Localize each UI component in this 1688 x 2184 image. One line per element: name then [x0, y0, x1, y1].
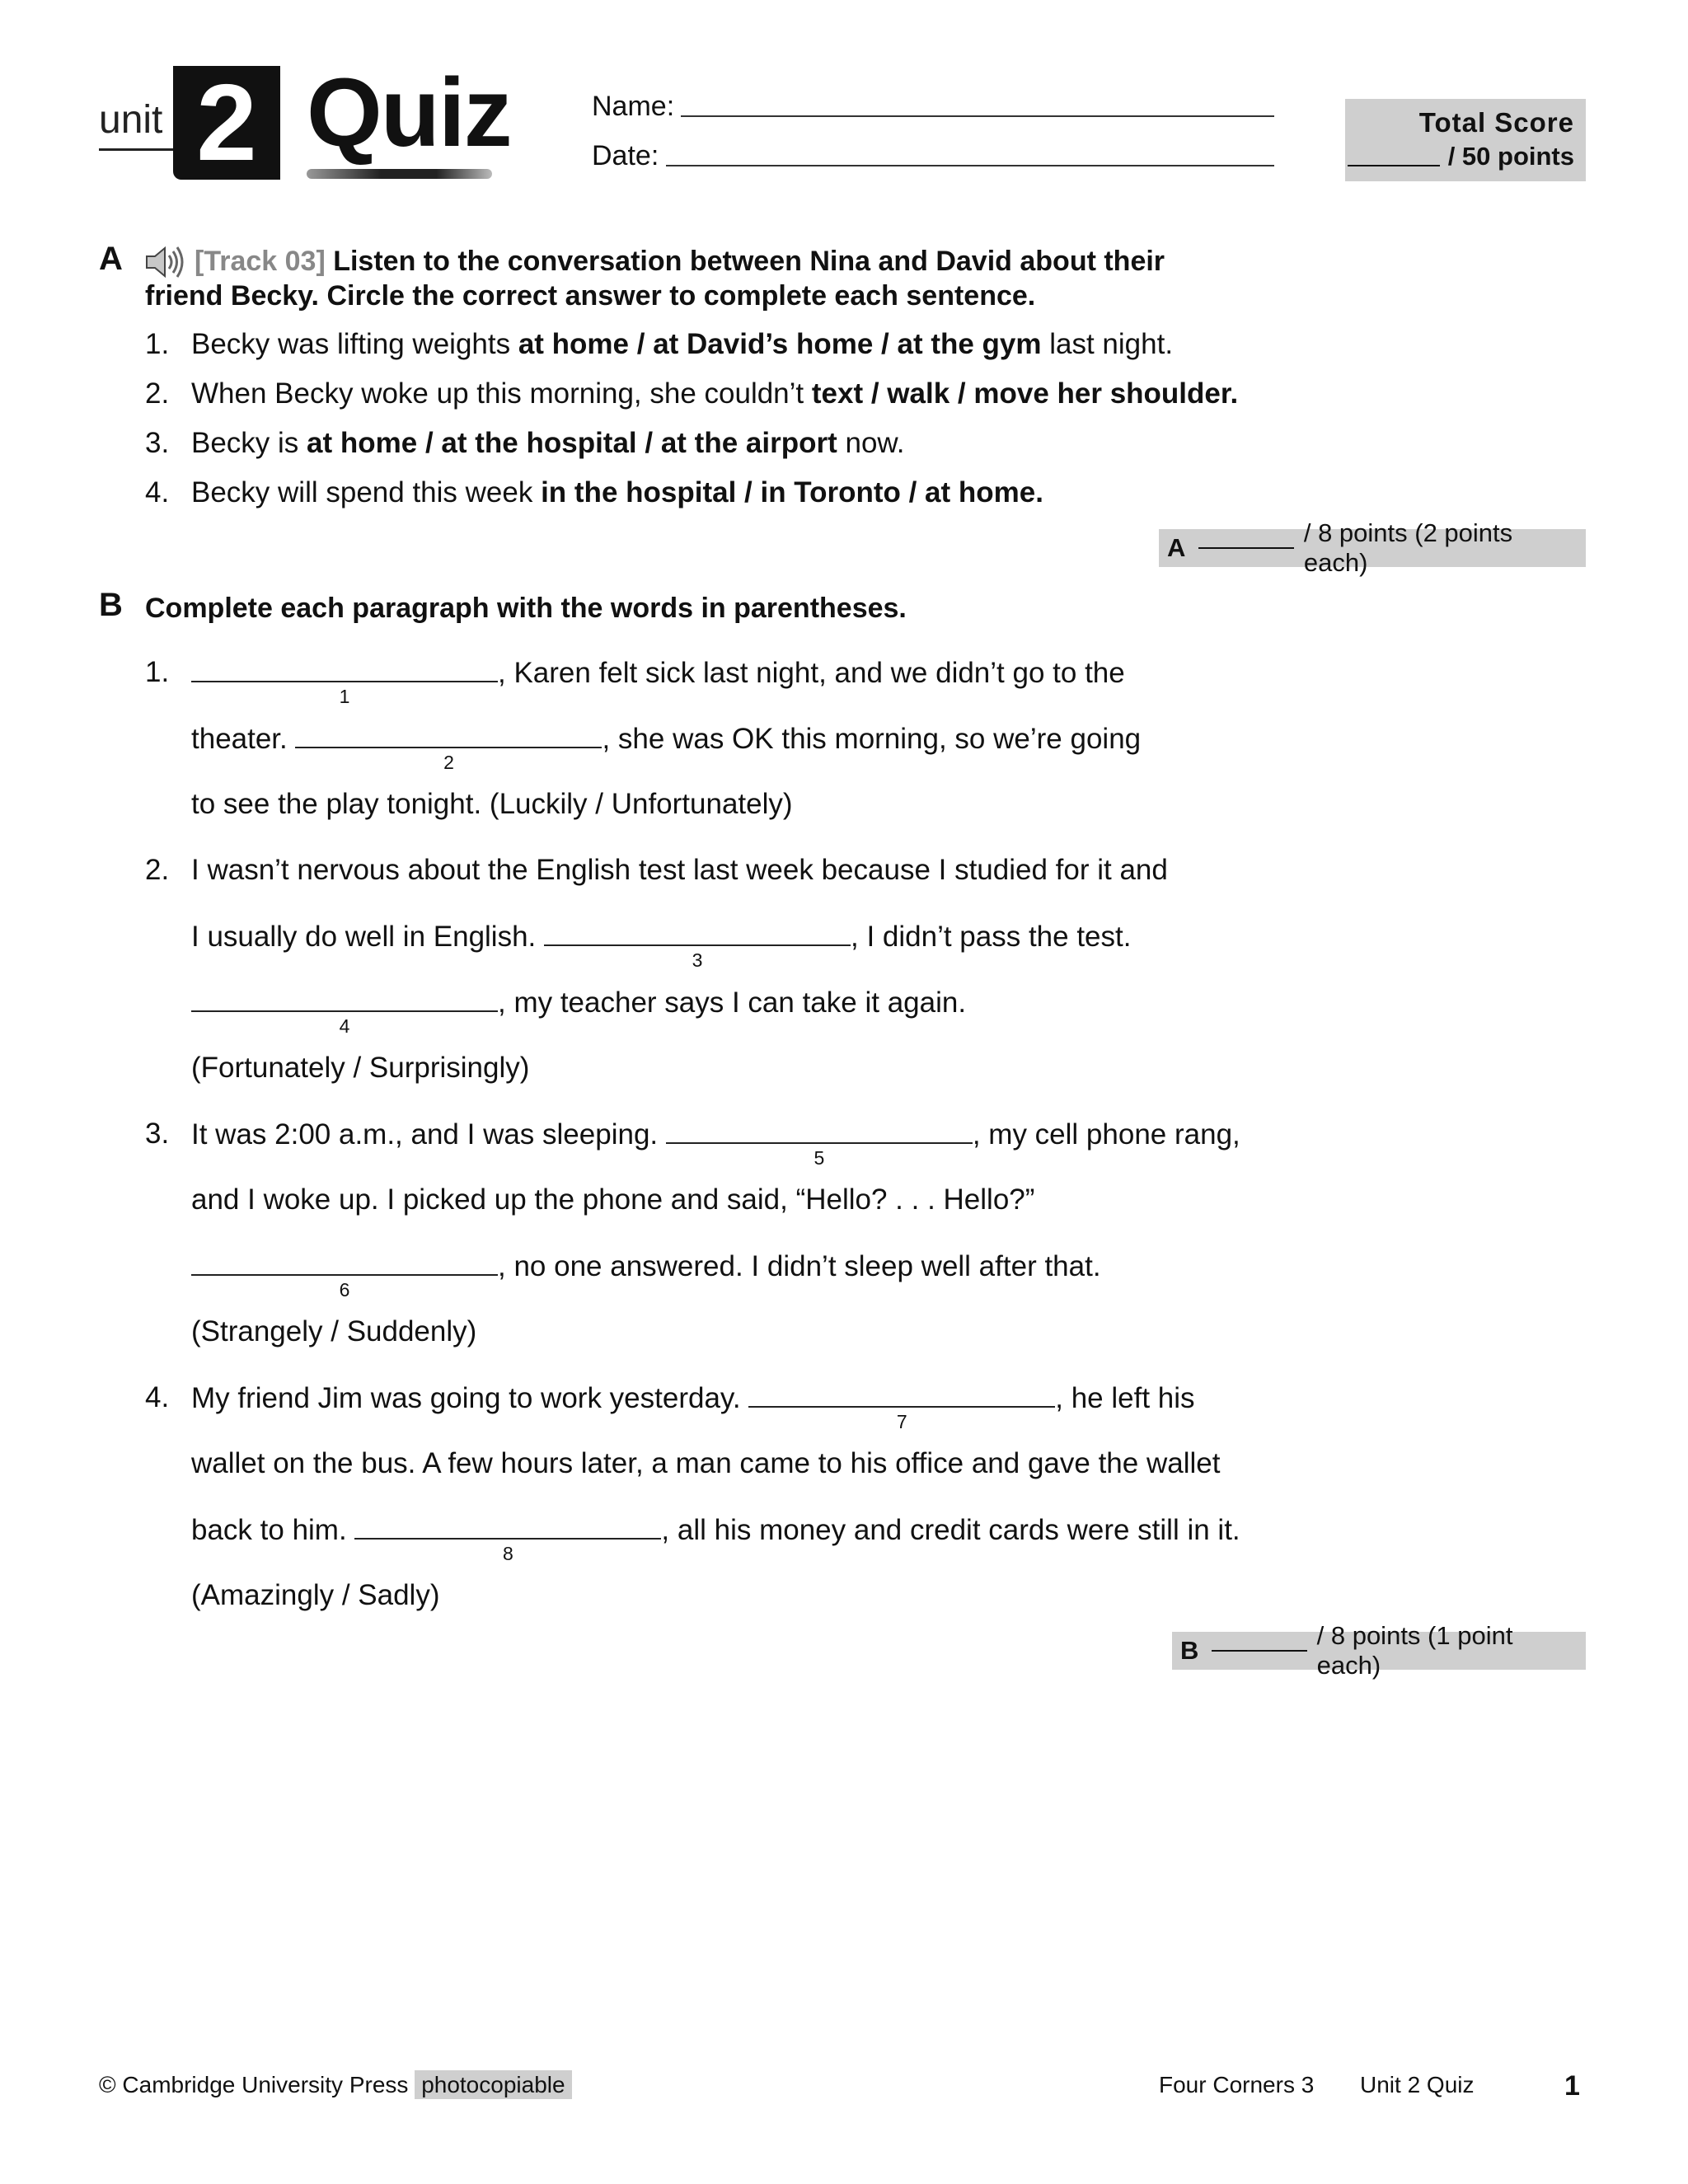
line-text-after: , all his money and credit cards were still in it.: [661, 1514, 1240, 1546]
paragraph-line: [191, 1315, 476, 1348]
paragraph-number: 4.: [145, 1381, 170, 1413]
footer-left: [99, 2072, 572, 2098]
line-text-before: My friend Jim was going to work yesterday.: [191, 1382, 749, 1414]
score-points: / 8 points (1 point each): [1316, 1621, 1513, 1680]
unit-number: 2: [196, 62, 257, 183]
total-score-blank[interactable]: [1348, 165, 1440, 166]
section-a-letter: A: [99, 241, 123, 277]
item-stem: Becky will spend this week: [191, 476, 542, 509]
unit-number-badge: [173, 62, 280, 183]
item-number: 2.: [145, 377, 170, 410]
total-score-box: [1345, 99, 1586, 181]
section-a-instruction-line1: [195, 244, 1165, 279]
photocopiable-badge: photocopiable: [415, 2070, 571, 2099]
item-ending: now.: [837, 427, 905, 459]
item-number: 4.: [145, 476, 170, 509]
line-text-before: It was 2:00 a.m., and I was sleeping.: [191, 1118, 666, 1151]
blank-number: 6: [339, 1279, 350, 1301]
line-text-before: to see the play tonight. (Luckily / Unfortunately): [191, 788, 793, 820]
answer-blank[interactable]: [191, 986, 498, 1037]
blank-number: 5: [814, 1147, 825, 1169]
paragraph-line: [191, 656, 1125, 707]
unit-underline: [99, 148, 178, 151]
line-text-after: , Karen felt sick last night, and we didn’t go to the: [498, 657, 1125, 689]
copyright: © Cambridge University Press: [99, 2072, 409, 2097]
line-text-after: , he left his: [1055, 1382, 1195, 1414]
paragraph-line: [191, 722, 1142, 773]
blank-number: 4: [339, 1015, 350, 1037]
line-text-after: , my cell phone rang,: [972, 1118, 1240, 1151]
track-label: [Track 03]: [195, 246, 326, 277]
paragraph-line: [191, 1183, 1034, 1216]
name-field[interactable]: [681, 115, 1274, 117]
paragraph-line: [191, 920, 1132, 971]
section-b-letter: B: [99, 587, 123, 623]
date-field[interactable]: [666, 165, 1274, 166]
paragraph-line: [191, 1118, 1240, 1169]
answer-blank[interactable]: [748, 1381, 1055, 1432]
answer-options[interactable]: at home / at the hospital / at the airport: [307, 427, 837, 459]
paragraph-number: 2.: [145, 854, 170, 886]
item-number: 1.: [145, 328, 170, 360]
paragraph-line: [191, 1579, 439, 1612]
unit-label: unit: [99, 98, 163, 142]
item-ending: last night.: [1041, 328, 1174, 360]
answer-blank[interactable]: [354, 1513, 661, 1564]
paragraph-line: [191, 1513, 1240, 1564]
paragraph-line: [191, 1052, 529, 1085]
score-letter: B: [1180, 1636, 1199, 1665]
section-a-item-3: [145, 427, 905, 460]
paragraph-line: [191, 854, 1168, 887]
line-text-after: , no one answered. I didn’t sleep well after that.: [498, 1250, 1101, 1282]
blank-number: 2: [443, 752, 454, 773]
answer-blank[interactable]: [191, 1249, 498, 1301]
line-text-after: , she was OK this morning, so we’re going: [602, 723, 1142, 755]
line-text-before: (Fortunately / Surprisingly): [191, 1052, 530, 1084]
blank-number: 8: [503, 1543, 513, 1564]
footer-book-title: Four Corners 3: [1159, 2072, 1315, 2097]
total-score-title: Total Score: [1418, 107, 1574, 138]
blank-number: 1: [339, 686, 350, 707]
line-text-after: , my teacher says I can take it again.: [498, 987, 967, 1019]
section-a-item-1: [145, 328, 1174, 361]
answer-options[interactable]: at home / at David’s home / at the gym: [518, 328, 1042, 360]
line-text-before: theater.: [191, 723, 296, 755]
section-a-item-2: [145, 377, 1239, 410]
answer-options[interactable]: in the hospital / in Toronto / at home.: [541, 476, 1043, 509]
answer-blank[interactable]: [666, 1118, 973, 1169]
section-a-score: [1159, 518, 1586, 577]
blank-number: 7: [896, 1411, 907, 1432]
item-text: [191, 427, 904, 460]
paragraph-line: [191, 1447, 1220, 1480]
item-stem: Becky is: [191, 427, 307, 459]
item-stem: Becky was lifting weights: [191, 328, 518, 360]
item-stem: When Becky woke up this morning, she couldn’t: [191, 377, 812, 410]
line-text-before: (Amazingly / Sadly): [191, 1579, 440, 1611]
answer-blank[interactable]: [544, 920, 851, 971]
section-a-instruction-line2: friend Becky. Circle the correct answer to complete each sentence.: [145, 280, 1036, 312]
line-text-after: , I didn’t pass the test.: [851, 921, 1132, 953]
section-a-item-4: [145, 476, 1043, 509]
section-b-score-blank[interactable]: [1212, 1650, 1306, 1652]
date-label: Date:: [592, 140, 659, 171]
total-score-points: / 50 points: [1447, 142, 1574, 171]
item-text: [191, 476, 1043, 509]
blank-number: 3: [692, 949, 703, 971]
name-label: Name:: [592, 91, 675, 122]
paragraph-line: [191, 1249, 1101, 1301]
line-text-before: wallet on the bus. A few hours later, a man came to his office and gave the wallet: [191, 1447, 1221, 1479]
footer-quiz-title: Unit 2 Quiz: [1360, 2072, 1475, 2097]
quiz-title: Quiz: [307, 59, 511, 167]
line-text-before: back to him.: [191, 1514, 355, 1546]
score-points: / 8 points (2 points each): [1303, 518, 1513, 577]
quiz-title-underline: [307, 169, 492, 179]
line-text-before: and I woke up. I picked up the phone and said, “Hello? . . . Hello?”: [191, 1183, 1035, 1216]
item-number: 3.: [145, 427, 170, 459]
line-text-before: (Strangely / Suddenly): [191, 1315, 477, 1347]
total-score-row: [1348, 142, 1574, 171]
score-letter: A: [1167, 533, 1186, 562]
audio-speaker-icon: [143, 244, 185, 280]
section-b-score: [1172, 1621, 1586, 1680]
answer-blank[interactable]: [295, 722, 602, 773]
line-text-before: I wasn’t nervous about the English test last week because I studied for it and: [191, 854, 1168, 886]
item-text: [191, 328, 1173, 361]
section-a-instruction-text: Listen to the conversation between Nina and David about their: [333, 246, 1165, 277]
item-text: [191, 377, 1238, 410]
paragraph-line: [191, 986, 967, 1037]
paragraph-number: 3.: [145, 1118, 170, 1150]
answer-blank[interactable]: [191, 656, 498, 707]
page-number: 1: [1564, 2070, 1580, 2102]
line-text-before: I usually do well in English.: [191, 921, 544, 953]
paragraph-line: [191, 788, 793, 821]
section-b-instruction: Complete each paragraph with the words in parentheses.: [145, 593, 907, 624]
section-a-score-blank[interactable]: [1198, 547, 1293, 549]
answer-options[interactable]: text / walk / move her shoulder.: [811, 377, 1239, 410]
paragraph-number: 1.: [145, 656, 170, 688]
paragraph-line: [191, 1381, 1195, 1432]
